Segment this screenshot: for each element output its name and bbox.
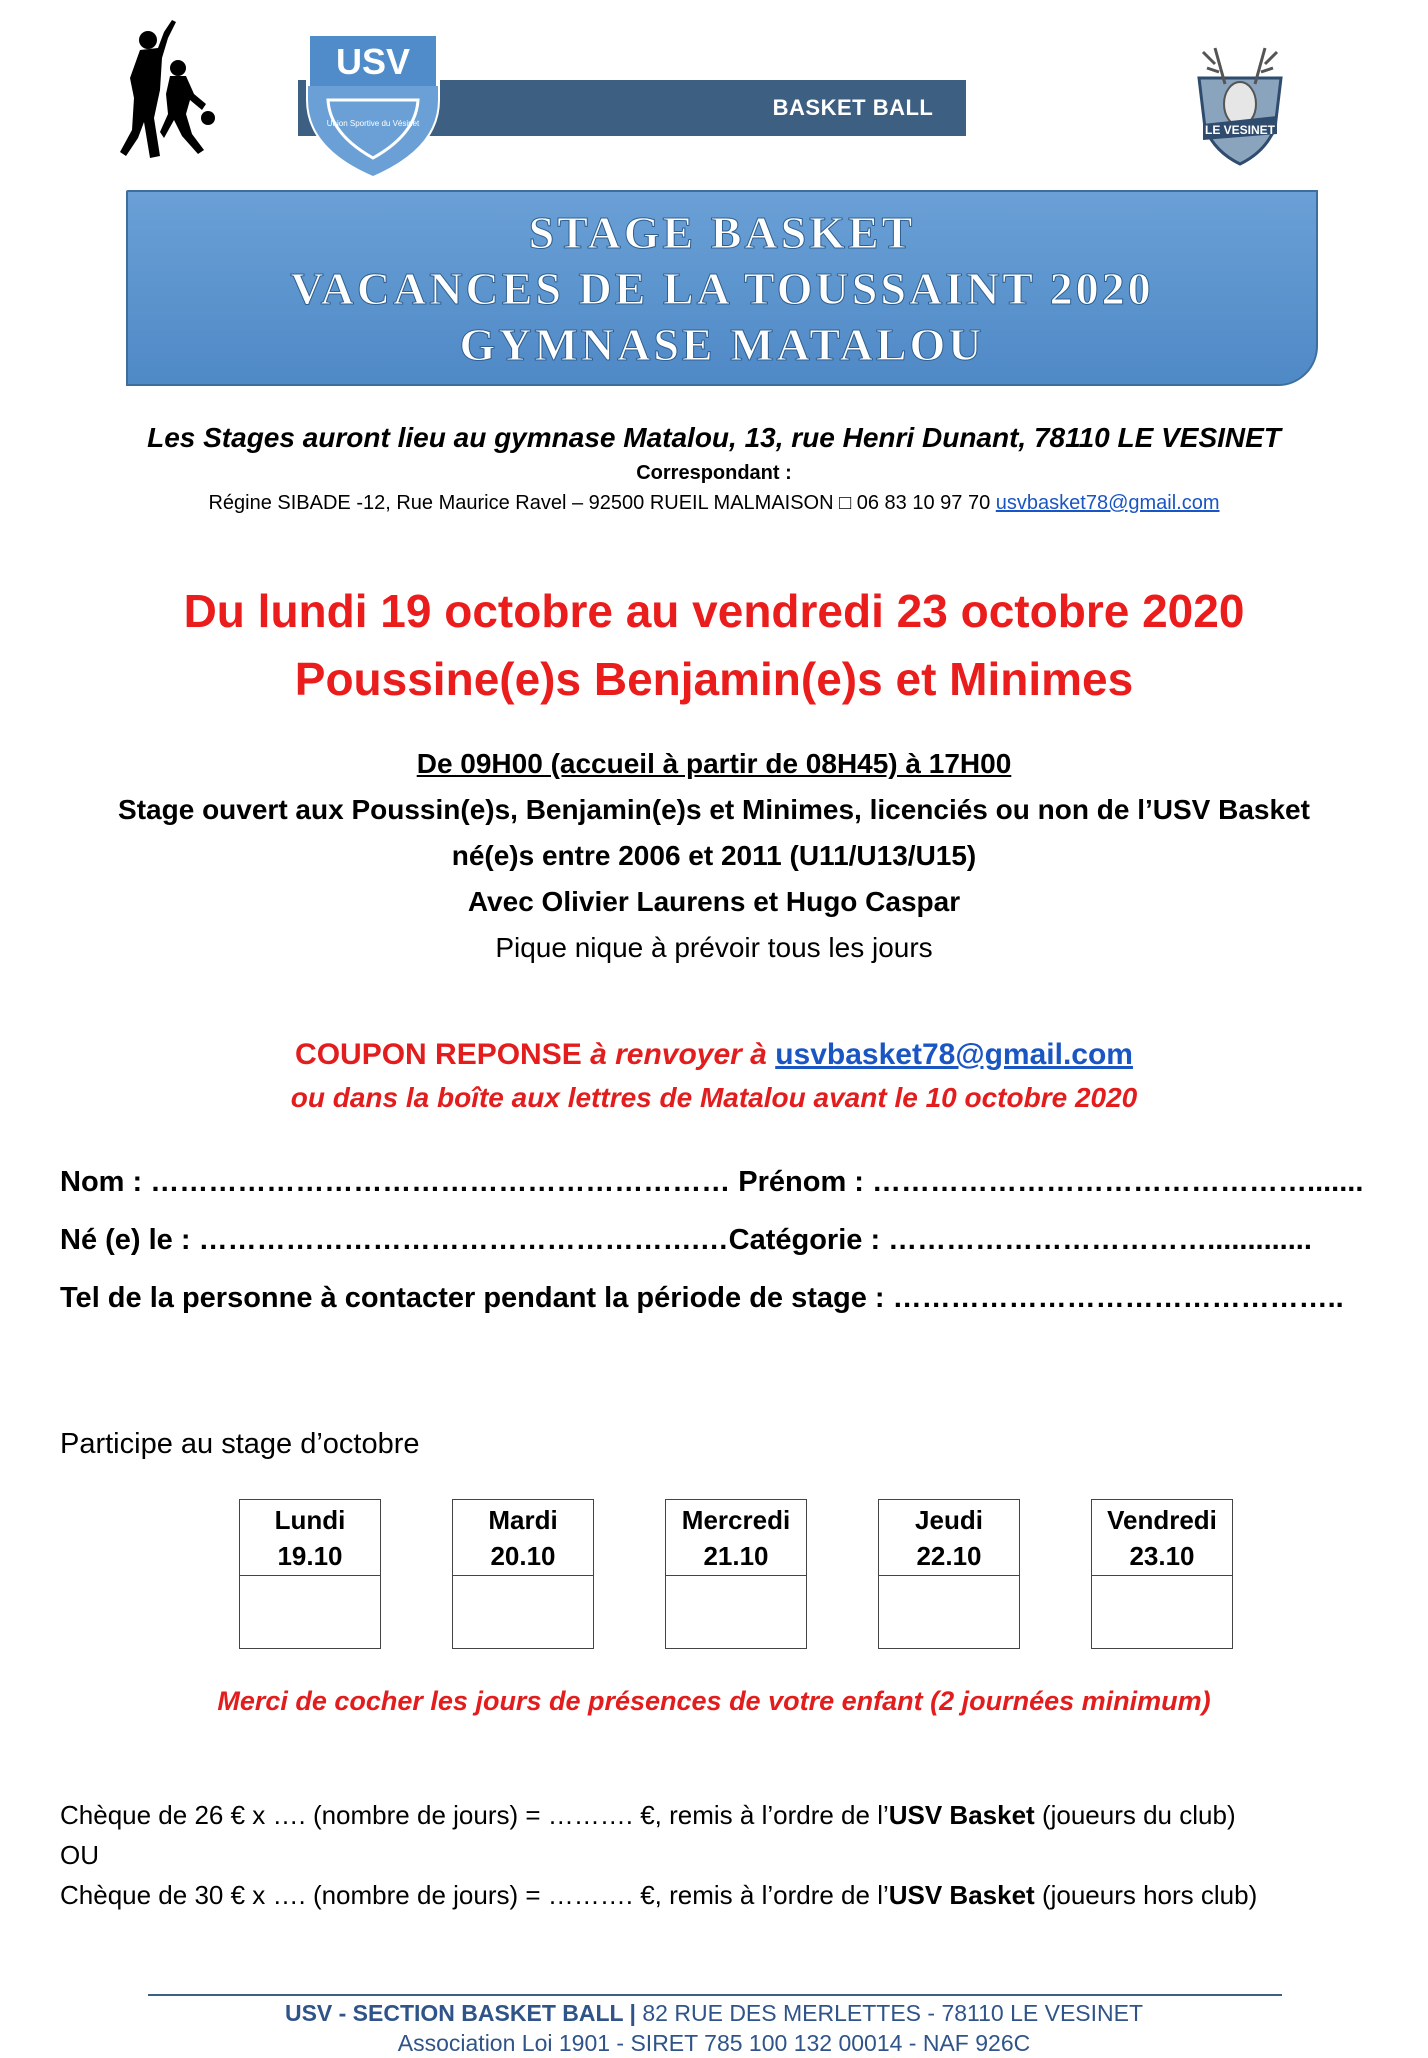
day-date: 23.10 bbox=[1129, 1541, 1195, 1571]
day-name: Mercredi bbox=[681, 1505, 791, 1535]
payment-club-payee: USV Basket bbox=[888, 1800, 1035, 1830]
header-bar-label: BASKET BALL bbox=[772, 95, 934, 120]
coupon-line bbox=[0, 1038, 1428, 1072]
day-header bbox=[453, 1500, 593, 1576]
title-line-2: VACANCES DE LA TOUSSAINT 2020 bbox=[290, 263, 1154, 314]
day-box-wednesday bbox=[665, 1499, 807, 1649]
day-checkbox[interactable] bbox=[666, 1576, 806, 1648]
day-box-friday bbox=[1091, 1499, 1233, 1649]
day-box-tuesday bbox=[452, 1499, 594, 1649]
coupon-mailbox: ou dans la boîte aux lettres de Matalou avant le 10 octobre 2020 bbox=[290, 1082, 1138, 1113]
day-header bbox=[1092, 1500, 1232, 1576]
day-date: 20.10 bbox=[490, 1541, 556, 1571]
title-line-1: STAGE BASKET bbox=[528, 207, 916, 258]
day-name: Jeudi bbox=[915, 1505, 983, 1535]
footer-address: 82 RUE DES MERLETTES - 78110 LE VESINET bbox=[642, 2000, 1144, 2026]
day-checkbox[interactable] bbox=[453, 1576, 593, 1648]
footer-section: USV - SECTION BASKET BALL bbox=[284, 2000, 624, 2026]
day-date: 21.10 bbox=[703, 1541, 769, 1571]
venue-location: Les Stages auront lieu au gymnase Matalou, 13, rue Henri Dunant, 78110 LE VESINET bbox=[147, 422, 1281, 453]
footer-line-2: Association Loi 1901 - SIRET 785 100 132 00014 - NAF 926C bbox=[397, 2030, 1031, 2056]
stage-birth-years: né(e)s entre 2006 et 2011 (U11/U13/U15) bbox=[451, 840, 977, 871]
day-box-thursday bbox=[878, 1499, 1020, 1649]
basketball-players-silhouette-icon bbox=[120, 18, 220, 168]
day-header bbox=[240, 1500, 380, 1576]
usv-shield-logo bbox=[298, 30, 448, 178]
day-date: 19.10 bbox=[277, 1541, 343, 1571]
payment-club-text: Chèque de 26 € x …. (nombre de jours) = ………. €, remis à l’ordre de l’ bbox=[60, 1800, 889, 1830]
payment-or: OU bbox=[60, 1840, 99, 1870]
usv-badge-text: USV bbox=[335, 41, 411, 82]
vesinet-logo-text: LE VESINET bbox=[1204, 123, 1276, 137]
correspondant-details: Régine SIBADE -12, Rue Maurice Ravel – 92500 RUEIL MALMAISON □ 06 83 10 97 70 bbox=[208, 492, 991, 514]
day-box-monday bbox=[239, 1499, 381, 1649]
payment-club-suffix: (joueurs du club) bbox=[1034, 1800, 1236, 1830]
participation-label: Participe au stage d’octobre bbox=[60, 1428, 420, 1460]
age-groups: Poussine(e)s Benjamin(e)s et Minimes bbox=[294, 653, 1134, 705]
day-header bbox=[666, 1500, 806, 1576]
le-vesinet-deer-logo bbox=[1185, 28, 1295, 166]
usv-badge-subtext: Union Sportive du Vésinet bbox=[326, 119, 420, 128]
day-name: Mardi bbox=[488, 1505, 558, 1535]
day-header bbox=[879, 1500, 1019, 1576]
day-name: Vendredi bbox=[1107, 1505, 1217, 1535]
payment-club-line bbox=[60, 1800, 1236, 1831]
coupon-email-link[interactable]: usvbasket78@gmail.com bbox=[775, 1038, 1133, 1071]
footer-line-1 bbox=[0, 2000, 1428, 2027]
day-checkbox[interactable] bbox=[879, 1576, 1019, 1648]
coupon-send-to: à renvoyer à bbox=[590, 1038, 767, 1071]
stage-picnic-note: Pique nique à prévoir tous les jours bbox=[495, 932, 933, 963]
payment-nonclub-payee: USV Basket bbox=[888, 1880, 1035, 1910]
stage-hours: De 09H00 (accueil à partir de 08H45) à 17H00 bbox=[416, 748, 1012, 779]
payment-nonclub-line bbox=[60, 1880, 1257, 1911]
correspondant-email-link[interactable]: usvbasket78@gmail.com bbox=[995, 492, 1220, 514]
form-phone-line[interactable]: Tel de la personne à contacter pendant la période de stage : ……………………………………….. bbox=[60, 1282, 1344, 1314]
form-name-line[interactable]: Nom : …………………………………………………… Prénom : ………………………………………....... bbox=[60, 1166, 1364, 1198]
day-checkbox[interactable] bbox=[240, 1576, 380, 1648]
footer-divider bbox=[148, 1994, 1282, 1996]
participation-note: Merci de cocher les jours de présences de votre enfant (2 journées minimum) bbox=[217, 1686, 1211, 1716]
coupon-label: COUPON REPONSE bbox=[295, 1038, 582, 1071]
day-name: Lundi bbox=[274, 1505, 346, 1535]
day-date: 22.10 bbox=[916, 1541, 982, 1571]
footer-separator: | bbox=[623, 2000, 643, 2026]
stage-coaches: Avec Olivier Laurens et Hugo Caspar bbox=[467, 886, 961, 917]
form-birth-category-line[interactable]: Né (e) le : …………………………………………….…Catégorie : ……………………………............. bbox=[60, 1224, 1312, 1256]
correspondant-label: Correspondant : bbox=[636, 462, 792, 484]
title-line-3: GYMNASE MATALOU bbox=[459, 319, 985, 370]
date-range: Du lundi 19 octobre au vendredi 23 octobre 2020 bbox=[183, 585, 1245, 637]
payment-nonclub-suffix: (joueurs hors club) bbox=[1034, 1880, 1258, 1910]
correspondant-line bbox=[0, 492, 1428, 515]
day-checkbox[interactable] bbox=[1092, 1576, 1232, 1648]
payment-nonclub-text: Chèque de 30 € x …. (nombre de jours) = ………. €, remis à l’ordre de l’ bbox=[60, 1880, 889, 1910]
stage-open-to: Stage ouvert aux Poussin(e)s, Benjamin(e)s et Minimes, licenciés ou non de l’USV Basket bbox=[118, 794, 1310, 825]
